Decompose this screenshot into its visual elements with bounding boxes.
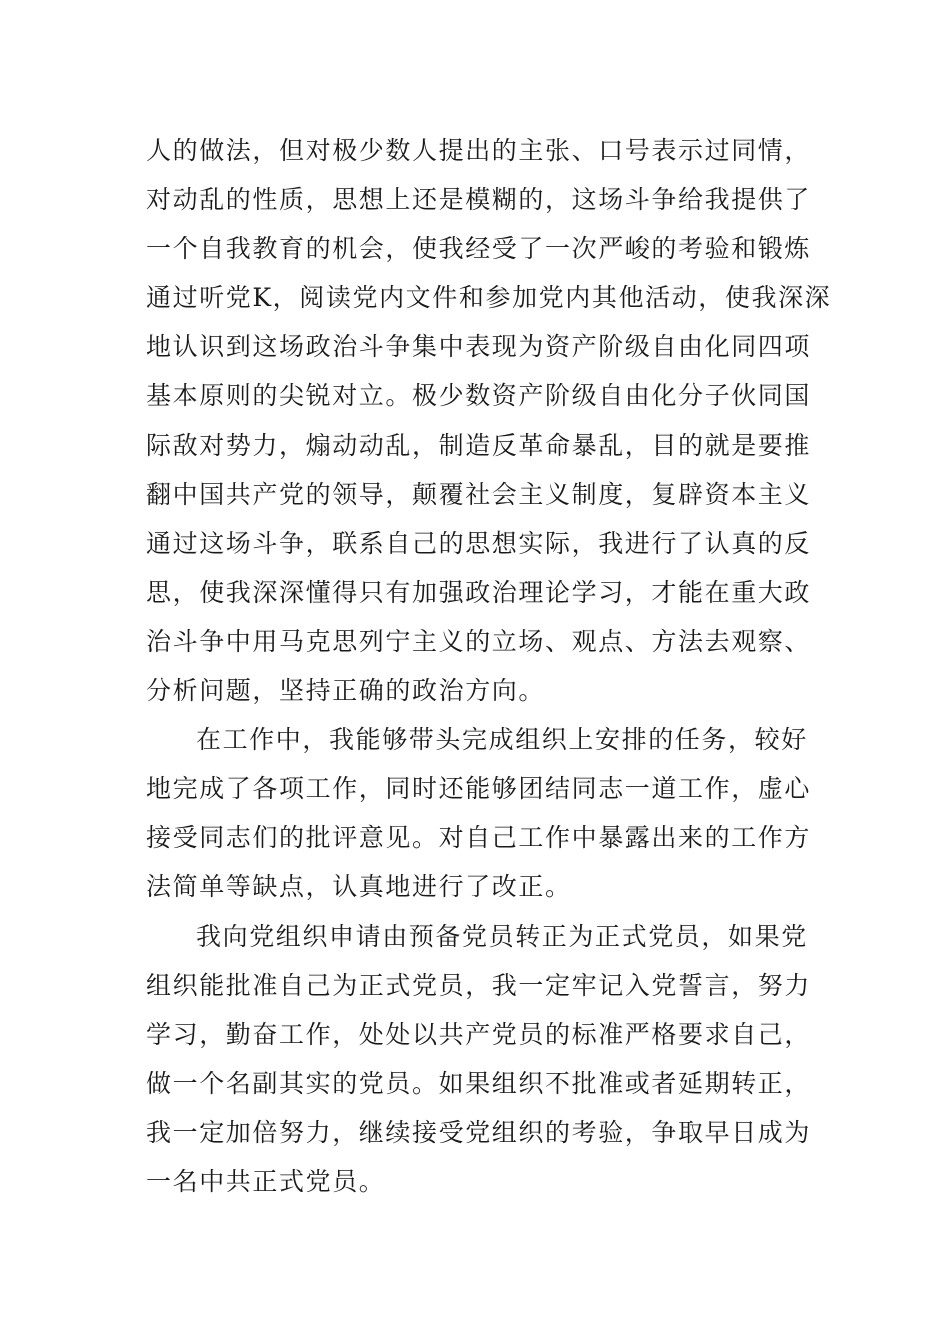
text-line: 通过这场斗争，联系自己的思想实际，我进行了认真的反 <box>146 528 812 558</box>
document-body <box>146 126 832 1206</box>
text-line: 人的做法，但对极少数人提出的主张、口号表示过同情， <box>146 136 812 165</box>
text-line: 做一个名副其实的党员。如果组织不批准或者延期转正， <box>146 1068 812 1098</box>
text-line: 对动乱的性质，思想上还是模糊的，这场斗争给我提供了 <box>146 185 812 215</box>
text-line: 治斗争中用马克思列宁主义的立场、观点、方法去观察、 <box>146 626 812 656</box>
paragraph-3 <box>146 912 810 1207</box>
text-line: 一个自我教育的机会，使我经受了一次严峻的考验和锻炼 <box>146 234 812 264</box>
text-line: 一名中共正式党员。 <box>146 1166 386 1196</box>
text-line: 我向党组织申请由预备党员转正为正式党员，如果党 <box>196 921 808 951</box>
paragraph-2 <box>146 715 810 911</box>
text-line: 思，使我深深懂得只有加强政治理论学习，才能在重大政 <box>146 577 812 607</box>
paragraph-1 <box>146 126 832 715</box>
text-line: 际敌对势力，煽动动乱，制造反革命暴乱，目的就是要推 <box>146 430 812 460</box>
text-line: 基本原则的尖锐对立。极少数资产阶级自由化分子伙同国 <box>146 381 812 411</box>
text-line: 接受同志们的批评意见。对自己工作中暴露出来的工作方 <box>146 823 812 853</box>
text-line: 组织能批准自己为正式党员，我一定牢记入党誓言，努力 <box>146 970 812 1000</box>
text-line: 法简单等缺点，认真地进行了改正。 <box>146 872 572 902</box>
text-line: 在工作中，我能够带头完成组织上安排的任务，较好 <box>196 725 808 755</box>
text-line: 通过听党K，阅读党内文件和参加党内其他活动，使我深深 <box>146 283 832 313</box>
text-line: 学习，勤奋工作，处处以共产党员的标准严格要求自己， <box>146 1019 812 1049</box>
text-line: 翻中国共产党的领导，颠覆社会主义制度，复辟资本主义 <box>146 479 812 509</box>
text-line: 地认识到这场政治斗争集中表现为资产阶级自由化同四项 <box>146 332 812 362</box>
text-line: 我一定加倍努力，继续接受党组织的考验，争取早日成为 <box>146 1117 812 1147</box>
text-line: 地完成了各项工作，同时还能够团结同志一道工作，虚心 <box>146 774 812 804</box>
text-line: 分析问题，坚持正确的政治方向。 <box>146 676 546 706</box>
